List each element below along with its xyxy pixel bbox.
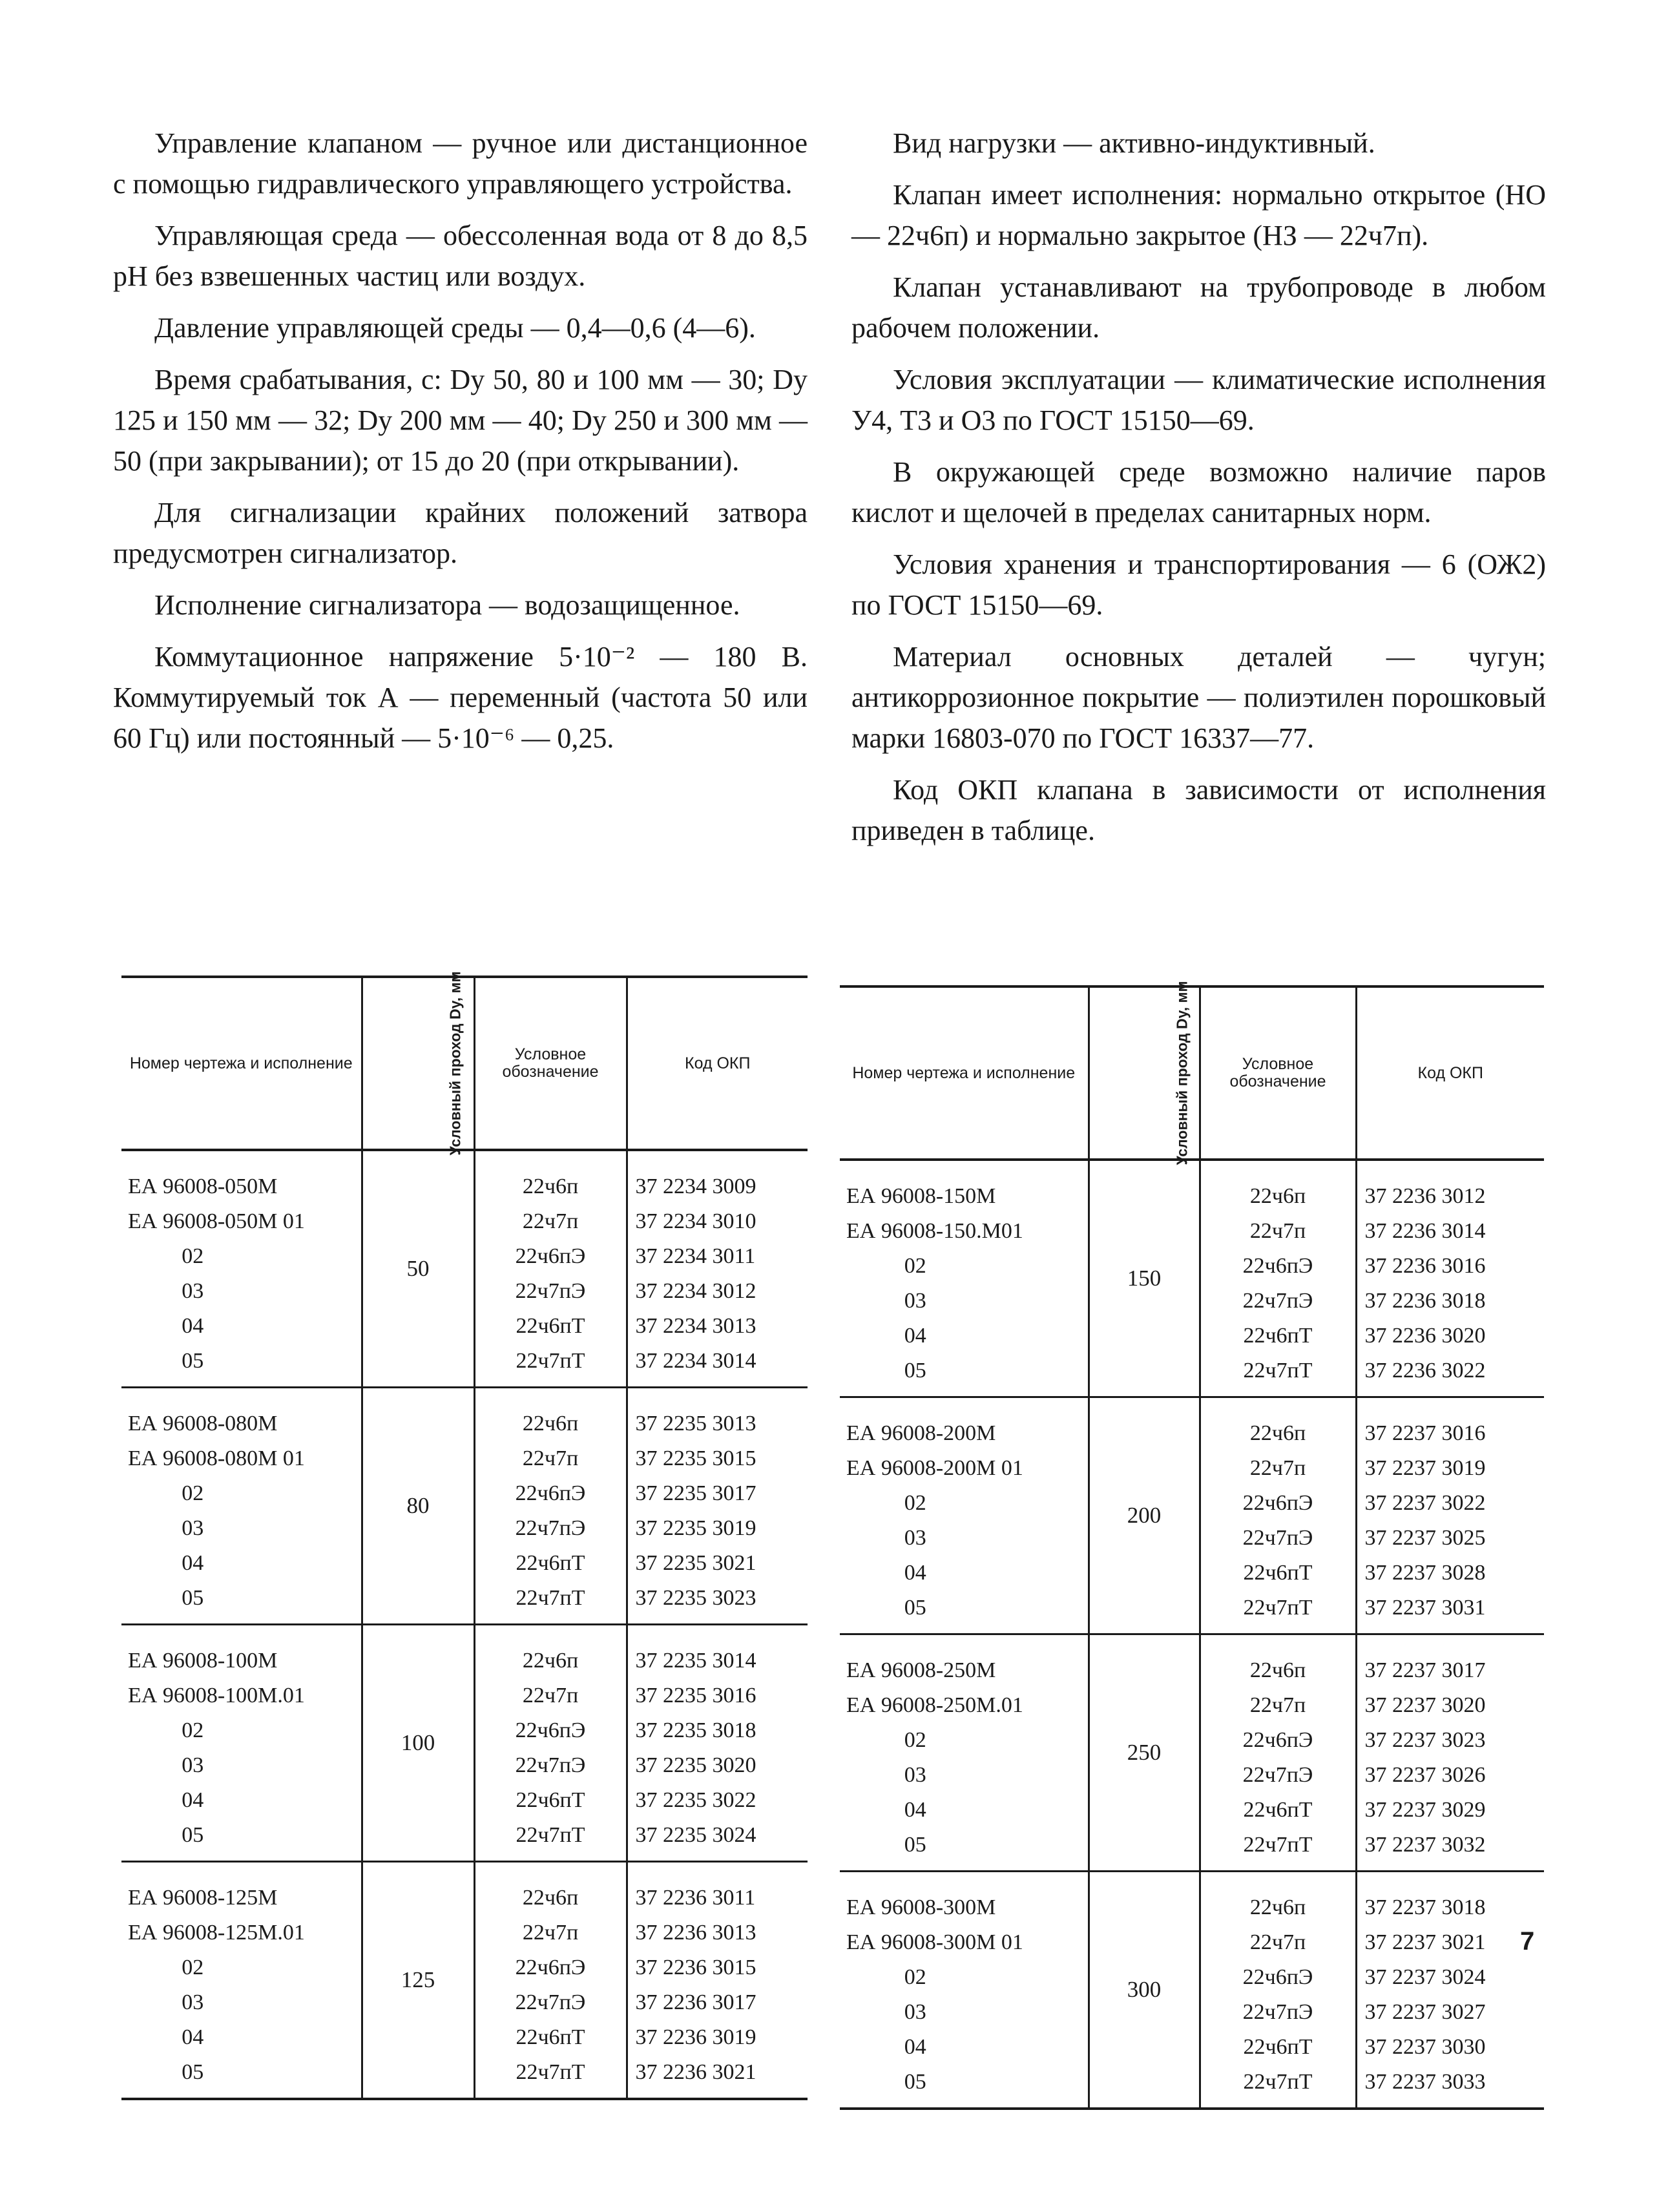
- designation: 22ч7пЭ: [1242, 1526, 1313, 1550]
- designation: 22ч6пЭ: [515, 1718, 586, 1742]
- okp-code: 37 2237 3021: [1364, 1930, 1486, 1954]
- designation-cell: [474, 1862, 627, 2100]
- drawing-number: 03: [904, 1526, 926, 1550]
- table-header-row: [121, 977, 808, 1150]
- okp-code: 37 2237 3019: [1364, 1456, 1486, 1480]
- designation: 22ч6пТ: [516, 1551, 585, 1575]
- okp-code: 37 2236 3013: [635, 1921, 756, 1945]
- okp-code: 37 2235 3022: [635, 1788, 756, 1812]
- designation: 22ч7п: [1249, 1219, 1306, 1243]
- okp-code: 37 2237 3020: [1364, 1693, 1486, 1717]
- okp-cell: [1356, 1872, 1544, 2109]
- designation: 22ч7пТ: [516, 1349, 585, 1373]
- drawing-number: 04: [182, 1551, 204, 1575]
- drawing-number: 02: [904, 1491, 926, 1515]
- table-row-group: [840, 1872, 1544, 2109]
- header-designation: Условное обозначение: [474, 977, 627, 1150]
- drawing-number: 05: [904, 2070, 926, 2094]
- drawing-cell: [121, 1625, 362, 1862]
- drawing-number: ЕА 96008-100М.01: [128, 1684, 305, 1707]
- paragraph: Коммутационное напряжение 5·10⁻² — 180 В. Коммутируемый ток А — переменный (частота 50 или 60 Гц) или постоянный — 5·10⁻⁶ — 0,25.: [113, 641, 808, 754]
- header-dn-label: Условный проход Dу, мм: [1173, 980, 1191, 1165]
- drawing-number: 04: [182, 1314, 204, 1338]
- drawing-number: 04: [904, 1798, 926, 1822]
- header-dn: [362, 970, 474, 1156]
- drawing-number: 03: [182, 1990, 204, 2014]
- header-drawing: Номер чертежа и исполнение: [121, 977, 362, 1150]
- okp-code: 37 2237 3033: [1364, 2070, 1486, 2094]
- drawing-number: ЕА 96008-125М: [128, 1886, 278, 1910]
- okp-code: 37 2236 3022: [1364, 1359, 1486, 1382]
- okp-code: 37 2236 3014: [1364, 1219, 1486, 1243]
- paragraph: Давление управляющей среды — 0,4—0,6 (4—6).: [154, 312, 756, 344]
- drawing-number: 05: [182, 1823, 204, 1847]
- paragraph: В окружающей среде возможно наличие паров кислот и щелочей в пределах санитарных норм.: [851, 456, 1546, 528]
- designation: 22ч7пЭ: [515, 1753, 586, 1777]
- designation: 22ч7пЭ: [1242, 2000, 1313, 2024]
- okp-cell: [1356, 1634, 1544, 1872]
- paragraph: Время срабатывания, с: Dу 50, 80 и 100 мм — 30; Dу 125 и 150 мм — 32; Dу 200 мм — 40; Dу 250 и 300 мм — 50 (при закрывании); от 15 до 20 (при открывании).: [113, 364, 808, 477]
- designation: 22ч7пТ: [516, 1823, 585, 1847]
- drawing-number: ЕА 96008-150М: [846, 1184, 996, 1208]
- designation: 22ч6пТ: [1243, 1798, 1313, 1822]
- drawing-cell: [121, 1862, 362, 2100]
- table-row-group: [840, 1397, 1544, 1634]
- drawing-cell: [840, 1872, 1089, 2109]
- designation: 22ч7п: [522, 1446, 579, 1470]
- paragraph: Исполнение сигнализатора — водозащищенное.: [154, 589, 740, 621]
- drawing-number: ЕА 96008-200М 01: [846, 1456, 1023, 1480]
- okp-code: 37 2234 3011: [635, 1244, 756, 1268]
- okp-code: 37 2236 3016: [1364, 1254, 1486, 1278]
- designation: 22ч6пТ: [1243, 1561, 1313, 1585]
- dn-cell: 200: [1089, 1397, 1200, 1634]
- header-okp: Код ОКП: [627, 977, 808, 1150]
- drawing-cell: [840, 1634, 1089, 1872]
- header-okp: Код ОКП: [1356, 986, 1544, 1160]
- okp-code: 37 2235 3021: [635, 1551, 756, 1575]
- designation: 22ч6пТ: [1243, 1324, 1313, 1348]
- drawing-number: ЕА 96008-200М: [846, 1421, 996, 1445]
- paragraph: Вид нагрузки — активно-индуктивный.: [893, 127, 1375, 159]
- okp-cell: [627, 1388, 808, 1625]
- dn-cell: 150: [1089, 1160, 1200, 1397]
- designation: 22ч7пТ: [516, 2060, 585, 2084]
- table-row-group: [121, 1625, 808, 1862]
- drawing-number: 04: [904, 2035, 926, 2059]
- okp-code: 37 2234 3010: [635, 1209, 756, 1233]
- okp-code: 37 2237 3031: [1364, 1596, 1486, 1620]
- designation: 22ч6пЭ: [1242, 1254, 1313, 1278]
- designation: 22ч6п: [522, 1649, 579, 1673]
- table-row-group: [121, 1388, 808, 1625]
- drawing-number: ЕА 96008-300М: [846, 1895, 996, 1919]
- paragraph: Условия эксплуатации — климатические исполнения У4, Т3 и О3 по ГОСТ 15150—69.: [851, 364, 1546, 436]
- okp-code: 37 2234 3009: [635, 1174, 756, 1198]
- drawing-number: 05: [182, 2060, 204, 2084]
- okp-code: 37 2236 3012: [1364, 1184, 1486, 1208]
- drawing-number: 05: [904, 1596, 926, 1620]
- designation: 22ч7пЭ: [1242, 1763, 1313, 1787]
- page-number: 7: [1520, 1927, 1535, 1956]
- designation: 22ч6п: [522, 1174, 579, 1198]
- okp-code: 37 2237 3024: [1364, 1965, 1486, 1989]
- okp-code: 37 2237 3026: [1364, 1763, 1486, 1787]
- okp-cell: [1356, 1160, 1544, 1397]
- drawing-number: ЕА 96008-125М.01: [128, 1921, 305, 1945]
- paragraph: Управление клапаном — ручное или дистанционное с помощью гидравлического управляющего устройства.: [113, 127, 808, 200]
- drawing-cell: [840, 1160, 1089, 1397]
- drawing-number: 03: [182, 1516, 204, 1540]
- designation-cell: [1200, 1397, 1356, 1634]
- drawing-cell: [121, 1150, 362, 1388]
- okp-code: 37 2237 3018: [1364, 1895, 1486, 1919]
- designation-cell: [1200, 1872, 1356, 2109]
- okp-code: 37 2235 3016: [635, 1684, 756, 1707]
- designation: 22ч6п: [1249, 1895, 1306, 1919]
- okp-code: 37 2236 3011: [635, 1886, 756, 1910]
- paragraph: Клапан имеет исполнения: нормально открытое (НО — 22ч6п) и нормально закрытое (НЗ — 22ч7п).: [851, 179, 1546, 251]
- okp-code: 37 2237 3032: [1364, 1833, 1486, 1857]
- okp-code: 37 2236 3019: [635, 2025, 756, 2049]
- drawing-number: 03: [904, 1289, 926, 1313]
- okp-code: 37 2237 3025: [1364, 1526, 1486, 1550]
- designation: 22ч7п: [1249, 1930, 1306, 1954]
- okp-code: 37 2235 3014: [635, 1649, 756, 1673]
- designation: 22ч7пТ: [516, 1586, 585, 1610]
- designation-cell: [474, 1625, 627, 1862]
- drawing-number: 03: [182, 1279, 204, 1303]
- designation: 22ч7п: [522, 1209, 579, 1233]
- drawing-number: ЕА 96008-050М: [128, 1174, 278, 1198]
- designation: 22ч7п: [522, 1684, 579, 1707]
- drawing-number: 02: [904, 1965, 926, 1989]
- okp-code: 37 2235 3017: [635, 1481, 756, 1505]
- paragraph: Для сигнализации крайних положений затвора предусмотрен сигнализатор.: [113, 497, 808, 569]
- okp-cell: [1356, 1397, 1544, 1634]
- designation: 22ч6пЭ: [515, 1481, 586, 1505]
- drawing-number: 03: [904, 1763, 926, 1787]
- okp-code: 37 2235 3013: [635, 1412, 756, 1435]
- designation: 22ч6п: [1249, 1421, 1306, 1445]
- paragraph: Материал основных деталей — чугун; антикоррозионное покрытие — полиэтилен порошковый марки 16803-070 по ГОСТ 16337—77.: [851, 641, 1546, 754]
- designation: 22ч7пТ: [1243, 1359, 1313, 1382]
- drawing-number: 05: [904, 1833, 926, 1857]
- designation-cell: [474, 1388, 627, 1625]
- okp-code: 37 2235 3015: [635, 1446, 756, 1470]
- okp-table-left: [121, 970, 808, 2100]
- designation: 22ч6пЭ: [515, 1956, 586, 1979]
- designation: 22ч7пЭ: [515, 1990, 586, 2014]
- designation: 22ч6п: [522, 1412, 579, 1435]
- drawing-number: 02: [182, 1718, 204, 1742]
- drawing-number: 04: [182, 1788, 204, 1812]
- drawing-number: 04: [904, 1561, 926, 1585]
- drawing-number: 04: [904, 1324, 926, 1348]
- okp-table-right: [840, 980, 1544, 2110]
- designation-cell: [1200, 1634, 1356, 1872]
- okp-code: 37 2235 3024: [635, 1823, 756, 1847]
- table-row-group: [121, 1862, 808, 2100]
- okp-code: 37 2235 3023: [635, 1586, 756, 1610]
- okp-code: 37 2237 3030: [1364, 2035, 1486, 2059]
- designation: 22ч6пТ: [516, 2025, 585, 2049]
- drawing-number: 05: [182, 1349, 204, 1373]
- designation: 22ч6пТ: [516, 1788, 585, 1812]
- drawing-number: ЕА 96008-050М 01: [128, 1209, 305, 1233]
- drawing-number: ЕА 96008-150.М01: [846, 1219, 1023, 1243]
- designation: 22ч7п: [1249, 1693, 1306, 1717]
- okp-code: 37 2235 3019: [635, 1516, 756, 1540]
- designation: 22ч6пЭ: [515, 1244, 586, 1268]
- okp-cell: [627, 1150, 808, 1388]
- paragraph: Код ОКП клапана в зависимости от исполнения приведен в таблице.: [851, 774, 1546, 846]
- designation-cell: [1200, 1160, 1356, 1397]
- okp-code: 37 2235 3018: [635, 1718, 756, 1742]
- okp-code: 37 2236 3020: [1364, 1324, 1486, 1348]
- okp-code: 37 2235 3020: [635, 1753, 756, 1777]
- okp-code: 37 2236 3017: [635, 1990, 756, 2014]
- designation: 22ч7пТ: [1243, 1833, 1313, 1857]
- drawing-number: 02: [904, 1728, 926, 1752]
- designation: 22ч6пЭ: [1242, 1491, 1313, 1515]
- dn-cell: 250: [1089, 1634, 1200, 1872]
- okp-code: 37 2234 3013: [635, 1314, 756, 1338]
- okp-code: 37 2237 3027: [1364, 2000, 1486, 2024]
- drawing-number: 03: [182, 1753, 204, 1777]
- drawing-number: ЕА 96008-300М 01: [846, 1930, 1023, 1954]
- drawing-number: 03: [904, 2000, 926, 2024]
- table-header-row: [840, 986, 1544, 1160]
- table-row-group: [840, 1160, 1544, 1397]
- designation: 22ч6п: [522, 1886, 579, 1910]
- drawing-number: ЕА 96008-080М: [128, 1412, 278, 1435]
- dn-cell: 50: [362, 1150, 474, 1388]
- paragraph: Клапан устанавливают на трубопроводе в любом рабочем положении.: [851, 271, 1546, 344]
- designation: 22ч7пЭ: [515, 1279, 586, 1303]
- dn-cell: 100: [362, 1625, 474, 1862]
- drawing-number: 02: [182, 1956, 204, 1979]
- designation: 22ч6п: [1249, 1658, 1306, 1682]
- dn-cell: 80: [362, 1388, 474, 1625]
- designation: 22ч7пТ: [1243, 2070, 1313, 2094]
- designation: 22ч6пТ: [1243, 2035, 1313, 2059]
- designation: 22ч6пЭ: [1242, 1965, 1313, 1989]
- table-row-group: [121, 1150, 808, 1388]
- drawing-number: 02: [904, 1254, 926, 1278]
- designation: 22ч6п: [1249, 1184, 1306, 1208]
- header-dn-label: Условный проход Dу, мм: [446, 970, 464, 1156]
- drawing-number: ЕА 96008-100М: [128, 1649, 278, 1673]
- right-text-column: [851, 123, 1546, 862]
- designation: 22ч7п: [522, 1921, 579, 1945]
- designation: 22ч7пЭ: [515, 1516, 586, 1540]
- drawing-number: ЕА 96008-250М: [846, 1658, 996, 1682]
- okp-cell: [627, 1625, 808, 1862]
- header-designation: Условное обозначение: [1200, 986, 1356, 1160]
- designation: 22ч7пЭ: [1242, 1289, 1313, 1313]
- okp-code: 37 2234 3012: [635, 1279, 756, 1303]
- okp-code: 37 2236 3021: [635, 2060, 756, 2084]
- designation: 22ч6пТ: [516, 1314, 585, 1338]
- paragraph: Условия хранения и транспортирования — 6 (ОЖ2) по ГОСТ 15150—69.: [851, 548, 1546, 621]
- okp-code: 37 2237 3028: [1364, 1561, 1486, 1585]
- drawing-number: 02: [182, 1244, 204, 1268]
- dn-cell: 300: [1089, 1872, 1200, 2109]
- okp-code: 37 2237 3029: [1364, 1798, 1486, 1822]
- okp-code: 37 2237 3017: [1364, 1658, 1486, 1682]
- header-drawing: Номер чертежа и исполнение: [840, 986, 1089, 1160]
- drawing-number: 02: [182, 1481, 204, 1505]
- dn-cell: 125: [362, 1862, 474, 2100]
- designation: 22ч7п: [1249, 1456, 1306, 1480]
- paragraph: Управляющая среда — обессоленная вода от 8 до 8,5 pH без взвешенных частиц или воздух.: [113, 220, 808, 292]
- table-row-group: [840, 1634, 1544, 1872]
- okp-code: 37 2237 3016: [1364, 1421, 1486, 1445]
- left-text-column: [113, 123, 808, 769]
- okp-code: 37 2234 3014: [635, 1349, 756, 1373]
- okp-code: 37 2237 3022: [1364, 1491, 1486, 1515]
- designation: 22ч6пЭ: [1242, 1728, 1313, 1752]
- drawing-number: 05: [182, 1586, 204, 1610]
- drawing-cell: [840, 1397, 1089, 1634]
- okp-code: 37 2236 3018: [1364, 1289, 1486, 1313]
- drawing-number: 05: [904, 1359, 926, 1382]
- header-dn: [1089, 980, 1200, 1165]
- drawing-number: ЕА 96008-250М.01: [846, 1693, 1023, 1717]
- okp-cell: [627, 1862, 808, 2100]
- drawing-number: ЕА 96008-080М 01: [128, 1446, 305, 1470]
- okp-code: 37 2236 3015: [635, 1956, 756, 1979]
- drawing-cell: [121, 1388, 362, 1625]
- drawing-number: 04: [182, 2025, 204, 2049]
- okp-code: 37 2237 3023: [1364, 1728, 1486, 1752]
- designation-cell: [474, 1150, 627, 1388]
- designation: 22ч7пТ: [1243, 1596, 1313, 1620]
